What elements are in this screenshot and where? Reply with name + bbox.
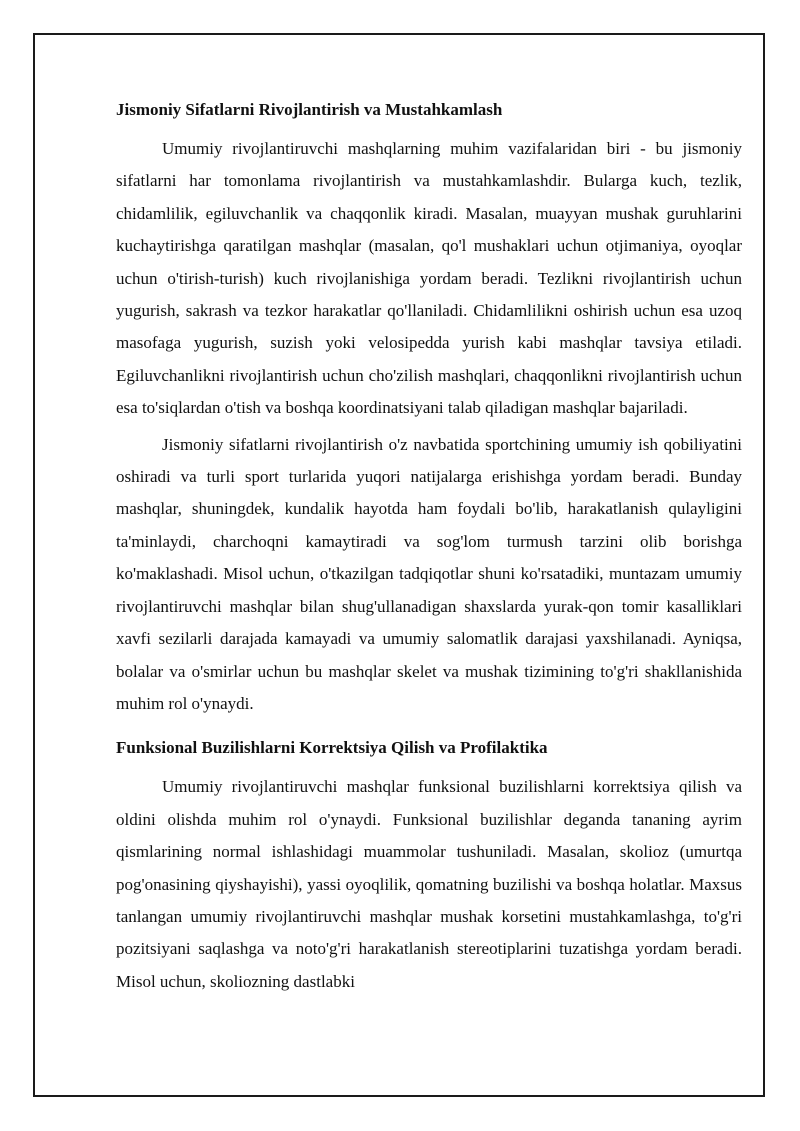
section-heading-physical-qualities: Jismoniy Sifatlarni Rivojlantirish va Mustahkamlash — [116, 100, 503, 119]
section-heading-functional-disorders: Funksional Buzilishlarni Korrektsiya Qilish va Profilaktika — [116, 738, 548, 758]
document-body — [116, 98, 742, 1002]
paragraph: Umumiy rivojlantiruvchi mashqlar funksional buzilishlarni korrektsiya qilish va oldini olishda muhim rol o'ynaydi. Funksional buzilishlar deganda tananing ayrim qismlarining normal ishlashidagi muammolar tushuniladi. Masalan, skolioz (umurtqa pog'onasining qiyshayishi), yassi oyoqlilik, qomatning buzilishi va boshqa holatlar. Maxsus tanlangan umumiy rivojlantiruvchi mashqlar mushak korsetini mustahkamlashga, to'g'ri pozitsiyani saqlashga va noto'g'ri harakatlanish stereotiplarini tuzatishga yordam beradi. Misol uchun, skoliozning dastlabki — [116, 777, 742, 991]
paragraph: Jismoniy sifatlarni rivojlantirish o'z navbatida sportchining umumiy ish qobiliyatini oshiradi va turli sport turlarida yuqori natijalarga erishishga yordam beradi. Bunday mashqlar, shuningdek, kundalik hayotda ham foydali bo'lib, harakatlanish qulayligini ta'minlaydi, charchoqni kamaytiradi va sog'lom turmush tarzini olib borishga ko'maklashadi. Misol uchun, o'tkazilgan tadqiqotlar shuni ko'rsatadiki, muntazam umumiy rivojlantiruvchi mashqlar bilan shug'ullanadigan shaxslarda yurak-qon tomir kasalliklari xavfi sezilarli darajada kamayadi va umumiy salomatlik darajasi yaxshilanadi. Ayniqsa, bolalar va o'smirlar uchun bu mashqlar skelet va mushak tizimining to'g'ri shakllanishida muhim rol o'ynaydi. — [116, 434, 742, 713]
paragraph: Umumiy rivojlantiruvchi mashqlarning muhim vazifalaridan biri - bu jismoniy sifatlarni har tomonlama rivojlantirish va mustahkamlashdir. Bularga kuch, tezlik, chidamlilik, egiluvchanlik va chaqqonlik kiradi. Masalan, muayyan mushak guruhlarini kuchaytirishga qaratilgan mashqlar (masalan, qo'l mushaklari uchun otjimaniya, oyoqlar uchun o'tirish-turish) kuch rivojlanishiga yordam beradi. Tezlikni rivojlantirish uchun yugurish, sakrash va tezkor harakatlar qo'llaniladi. Chidamlilikni oshirish uchun esa uzoq masofaga yugurish, suzish yoki velosipedda yurish kabi mashqlar tavsiya etiladi. Egiluvchanlikni rivojlantirish uchun cho'zilish mashqlari, chaqqonlikni rivojlantirish uchun esa to'siqlardan o'tish va boshqa koordinatsiyani talab qiladigan mashqlar bajariladi. — [116, 139, 742, 418]
